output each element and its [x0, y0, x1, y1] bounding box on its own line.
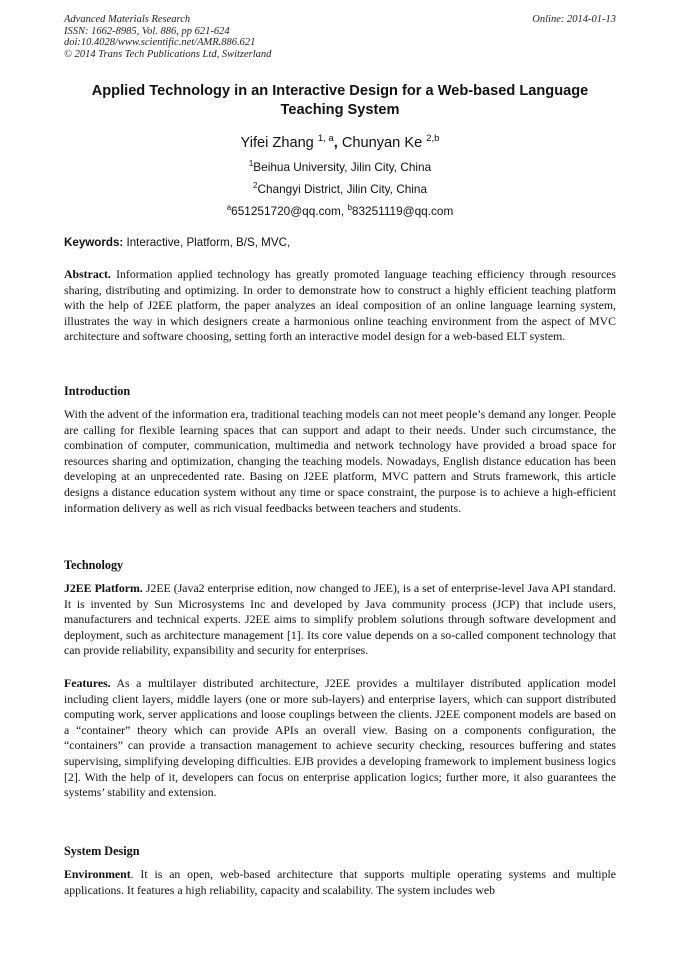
- journal-name: Advanced Materials Research: [64, 14, 191, 25]
- author-superscript: 2,b: [426, 133, 440, 144]
- author-separator: ,: [333, 134, 338, 151]
- author-line: [64, 130, 616, 152]
- copyright-line: © 2014 Trans Tech Publications Ltd, Switzerland: [64, 48, 272, 60]
- abstract-paragraph: [64, 267, 616, 345]
- affiliation-superscript: 1: [248, 159, 254, 168]
- email-superscript: b: [347, 203, 352, 212]
- email-superscript: a: [226, 203, 232, 212]
- keywords: [64, 236, 616, 250]
- journal-header: [64, 14, 616, 60]
- environment-label: Environment: [64, 867, 131, 881]
- online-date: Online: 2014-01-13: [532, 14, 616, 25]
- author-name: Chunyan Ke: [341, 134, 423, 151]
- environment-text: . It is an open, web-based architecture that supports multiple operating systems and multiple applications. It features a high reliability, capacity and scalability. The system includes web: [64, 867, 616, 897]
- section-heading-system-design: System Design: [64, 844, 140, 858]
- author-superscript: 1, a: [317, 133, 334, 144]
- email-b: 83251119@qq.com: [351, 203, 454, 218]
- doi-line: doi:10.4028/www.scientific.net/AMR.886.621: [64, 37, 256, 49]
- j2ee-label: J2EE Platform.: [64, 581, 143, 595]
- environment-paragraph: [64, 867, 616, 898]
- features-text: As a multilayer distributed architecture, J2EE provides a multilayer distributed application model including client layers, middle layers (one or more sub-layers) and enterprise layers, which can support distributed computing work, server applications and loose couplings between the clients. J2EE component models are based on a “container” theory which can provide APIs an overall view. Basing on a components configuration, the “containers” can provide a transaction management to achieve security checking, resources buffering and states supervising, simplifying developing difficulties. EJB provides a developing framework to implement business logics [2]. With the help of it, developers can focus on enterprise application logics; further more, it also guarantees the systems’ stability and extension.: [64, 676, 616, 800]
- features-label: Features.: [64, 676, 111, 690]
- j2ee-paragraph: [64, 581, 616, 659]
- keywords-text: Interactive, Platform, B/S, MVC,: [126, 236, 291, 249]
- affiliation-text: Changyi District, Jilin City, China: [257, 181, 428, 196]
- introduction-paragraph: With the advent of the information era, traditional teaching models can not meet people’s demand any longer. People are calling for flexible learning spaces that can support and adapt to their needs. Under such circumstance, the combination of computer, communication, multimedia and network technology have provided a broad space for resources sharing and optimization, changing the teaching models. Nowadays, English distance education has been developing at an unprecedented rate. Basing on J2EE platform, MVC pattern and Struts framework, this article designs a distance education system without any time or space constraint, the purpose is to achieve a high-efficient information delivery as well as rich visual feedbacks between teachers and students.: [64, 407, 616, 515]
- affiliation-text: Beihua University, Jilin City, China: [253, 159, 432, 174]
- j2ee-text: J2EE (Java2 enterprise edition, now changed to JEE), is a set of enterprise-level Java API standard. It is invented by Sun Microsystems Inc and developed by Java community process (JCP) that include users, manufacturers and technical experts. J2EE aims to simplify problem solutions through software development and deployment, such as architecture management [1]. Its core value depends on a so-called component technology that can provide reliability, expansibility and security for enterprises.: [64, 581, 616, 658]
- email-line: [64, 201, 616, 218]
- section-heading-technology: Technology: [64, 558, 124, 572]
- paper-title: Applied Technology in an Interactive Design for a Web-based Language Teaching System: [91, 83, 589, 118]
- issn-line: ISSN: 1662-8985, Vol. 886, pp 621-624: [64, 25, 230, 37]
- section-heading-introduction: Introduction: [64, 384, 131, 398]
- abstract-label: Abstract.: [64, 267, 111, 281]
- abstract-text: Information applied technology has greatly promoted language teaching efficiency through resources sharing, distributing and optimizing. In order to demonstrate how to construct a highly efficient teaching platform with the help of J2EE platform, the paper analyzes an ideal composition of an online language learning system, illustrates the way in which designers create a harmonious online teaching environment from the aspect of MVC architecture and software choosing, setting forth an interactive model design for a web-based ELT system.: [64, 267, 617, 344]
- keywords-label: Keywords:: [64, 236, 124, 249]
- features-paragraph: [64, 676, 616, 801]
- affiliation-2: [64, 179, 616, 196]
- affiliation-1: [64, 157, 616, 174]
- email-a: 651251720@qq.com,: [231, 203, 345, 218]
- author-name: Yifei Zhang: [240, 134, 314, 151]
- affiliation-superscript: 2: [252, 181, 258, 190]
